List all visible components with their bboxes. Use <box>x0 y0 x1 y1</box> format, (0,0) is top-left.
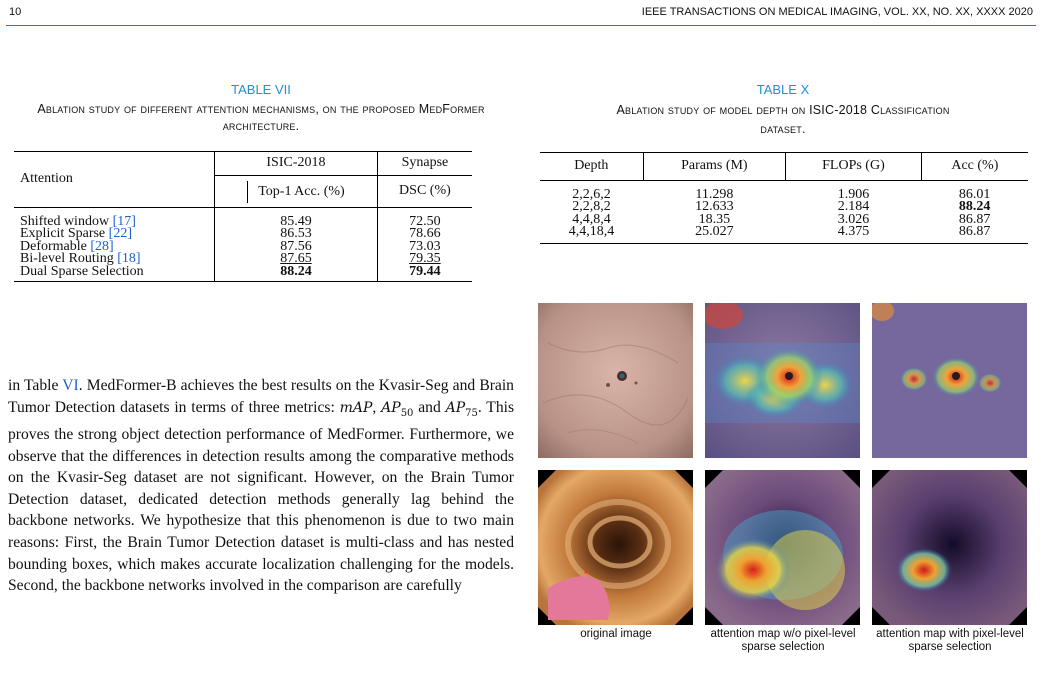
table7-cell-isic: 88.24 <box>215 266 378 282</box>
table10-header-params: Params (M) <box>643 153 786 181</box>
citation-link[interactable]: [17] <box>112 213 136 229</box>
table7-row-name: Dual Sparse Selection <box>14 266 215 282</box>
table7-cell-synapse: 79.35 <box>377 253 472 266</box>
table10-cell-params: 18.35 <box>698 211 731 227</box>
table10-cell-acc: 86.87 <box>921 226 1028 243</box>
table7-caption: Ablation study of different attention mechanisms, on the proposed MedFormer architecture. <box>37 102 485 133</box>
citation-link[interactable]: [22] <box>108 226 132 241</box>
table10-header-flops: FLOPs (G) <box>786 153 922 181</box>
table7-cell-isic: 85.49 <box>215 216 378 229</box>
citation-link[interactable]: [18] <box>117 251 141 266</box>
metric-ap50: $AP_{50}$ <box>381 399 414 419</box>
running-title: IEEE TRANSACTIONS ON MEDICAL IMAGING, VOL. XX, NO. XX, XXXX 2020 <box>641 6 1033 18</box>
table10-header-depth: Depth <box>540 153 643 181</box>
colon-original-image <box>538 470 693 625</box>
table10-cell-flops: 2.184 <box>837 199 870 214</box>
table10-cell-flops: 3.026 <box>837 211 870 227</box>
table7-cell-synapse: 72.50 <box>377 216 472 229</box>
table7-row-name: Explicit Sparse [22] <box>20 226 132 241</box>
metric-ap75: $AP_{75}$ <box>445 399 478 419</box>
table7-row-name: Deformable [28] <box>20 238 114 254</box>
citation-link[interactable]: [28] <box>90 238 114 254</box>
table10-cell-params: 12.633 <box>695 199 734 214</box>
table10-cell-flops: 1.906 <box>837 186 870 202</box>
table10-row <box>540 226 1028 243</box>
table7 <box>14 151 472 282</box>
figure-label-without-sparse: attention map w/o pixel-level sparse selection <box>710 628 856 653</box>
table7-cell-isic: 86.53 <box>215 228 378 241</box>
table10-header-acc: Acc (%) <box>921 153 1028 181</box>
table10-cell-acc: 86.87 <box>958 211 991 227</box>
table7-subheader-synapse: DSC (%) <box>377 176 472 208</box>
table7-label: TABLE VII <box>231 82 291 97</box>
table10-cell-acc: 86.01 <box>958 186 991 202</box>
colon-attention-map-without-sparse <box>705 470 860 625</box>
table10-caption: Ablation study of model depth on ISIC-2018 Classification dataset. <box>616 103 950 136</box>
figure-label-original: original image <box>580 628 652 640</box>
table7-cell-synapse: 78.66 <box>377 228 472 241</box>
table10-cell-depth: 4,4,18,4 <box>540 226 643 243</box>
table10-cell-acc: 88.24 <box>958 199 991 214</box>
table7-header-synapse: Synapse <box>377 152 472 176</box>
table10 <box>540 152 1028 244</box>
table7-cell-isic: 87.65 <box>215 253 378 266</box>
table7-subheader-isic: Top-1 Acc. (%) <box>215 176 378 208</box>
table10-row <box>540 189 1028 202</box>
table10-cell-depth: 4,4,8,4 <box>572 211 611 227</box>
metric-map: mAP <box>339 399 373 416</box>
colon-attention-map-with-sparse <box>872 470 1027 625</box>
table7-header-attention: Attention <box>14 152 215 208</box>
table7-cell-isic: 87.56 <box>215 241 378 254</box>
skin-attention-map-without-sparse <box>705 303 860 458</box>
table7-row <box>14 266 472 282</box>
page-number: 10 <box>9 6 22 18</box>
table10-cell-flops: 4.375 <box>786 226 922 243</box>
table10-row <box>540 201 1028 214</box>
table10-cell-depth: 2,2,6,2 <box>572 186 611 202</box>
table7-row-name: Shifted window [17] <box>20 213 136 229</box>
table-ref-link[interactable]: VI <box>62 377 79 394</box>
skin-attention-map-with-sparse <box>872 303 1027 458</box>
table7-cell-synapse: 79.44 <box>377 266 472 282</box>
header-rule <box>6 25 1036 26</box>
table10-cell-params: 25.027 <box>643 226 786 243</box>
table7-row-name: Bi-level Routing [18] <box>20 251 141 266</box>
table10-label: TABLE X <box>756 82 810 97</box>
table7-header-isic: ISIC-2018 <box>215 152 378 176</box>
figure-label-with-sparse: attention map with pixel-level sparse selection <box>876 628 1024 653</box>
body-paragraph: in Table VI. MedFormer-B achieves the best results on the Kvasir-Seg and Brain Tumor Detection datasets in terms of three metrics: mAP, $AP_{50}$ and $AP_{75}$. This proves the strong object detection performance of MedFormer. Furthermore, we observe that the differences in detection results among the comparative methods on the Kvasir-Seg dataset are not significant. However, on the Brain Tumor Detection dataset, dedicated detection methods generally lag behind the backbone networks. We hypothesize that this phenomenon is due to two main reasons: First, the Brain Tumor Detection dataset is multi-class and has nested bounding boxes, which makes accurate localization challenging for the models. Second, the backbone networks involved in the comparison are carefully <box>8 377 515 595</box>
table10-cell-depth: 2,2,8,2 <box>572 199 611 214</box>
skin-lesion-original-image <box>538 303 693 458</box>
table10-cell-params: 11.298 <box>695 186 734 202</box>
table7-cell-synapse: 73.03 <box>377 241 472 254</box>
